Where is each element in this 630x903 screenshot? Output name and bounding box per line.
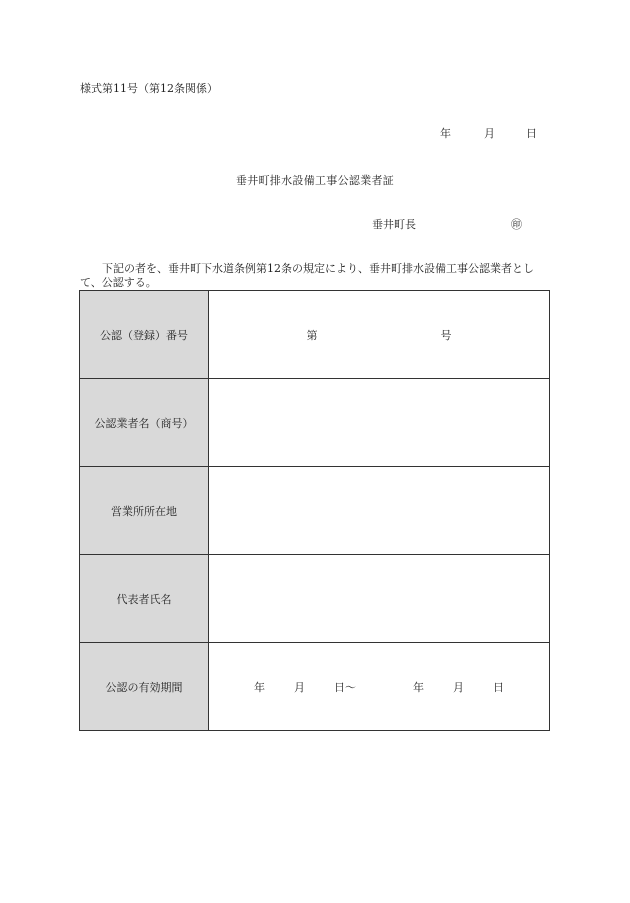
validity-period-field[interactable] bbox=[209, 643, 550, 731]
representative-name-field[interactable] bbox=[209, 555, 550, 643]
period-separator: ～ bbox=[345, 680, 356, 694]
table-row bbox=[80, 467, 550, 555]
registration-number-label: 公認（登録）番号 bbox=[80, 291, 209, 379]
from-year: 年 bbox=[254, 680, 265, 694]
to-month: 月 bbox=[453, 680, 464, 694]
from-day: 日 bbox=[334, 680, 345, 694]
form-number: 様式第11号（第12条関係） bbox=[80, 82, 218, 95]
table-row bbox=[80, 555, 550, 643]
validity-period-label: 公認の有効期間 bbox=[80, 643, 209, 731]
table-row bbox=[80, 291, 550, 379]
from-month: 月 bbox=[294, 680, 305, 694]
certificate-table bbox=[79, 290, 550, 731]
body-text: 下記の者を、垂井町下水道条例第12条の規定により、垂井町排水設備工事公認業者として、公認する。 bbox=[80, 262, 534, 289]
issue-date bbox=[440, 125, 537, 141]
company-name-field[interactable] bbox=[209, 379, 550, 467]
seal-icon: ㊞ bbox=[511, 218, 522, 231]
number-suffix: 号 bbox=[440, 328, 452, 342]
office-address-field[interactable] bbox=[209, 467, 550, 555]
number-prefix: 第 bbox=[306, 328, 318, 342]
to-year: 年 bbox=[413, 680, 424, 694]
representative-name-label: 代表者氏名 bbox=[80, 555, 209, 643]
date-day: 日 bbox=[526, 127, 537, 140]
date-year: 年 bbox=[440, 127, 451, 140]
office-address-label: 営業所所在地 bbox=[80, 467, 209, 555]
company-name-label: 公認業者名（商号） bbox=[80, 379, 209, 467]
table-row bbox=[80, 379, 550, 467]
to-day: 日 bbox=[493, 680, 504, 694]
registration-number-field[interactable] bbox=[209, 291, 550, 379]
date-month: 月 bbox=[484, 127, 495, 140]
table-row bbox=[80, 643, 550, 731]
issuer-name: 垂井町長 bbox=[372, 218, 416, 231]
document-title: 垂井町排水設備工事公認業者証 bbox=[235, 174, 395, 187]
